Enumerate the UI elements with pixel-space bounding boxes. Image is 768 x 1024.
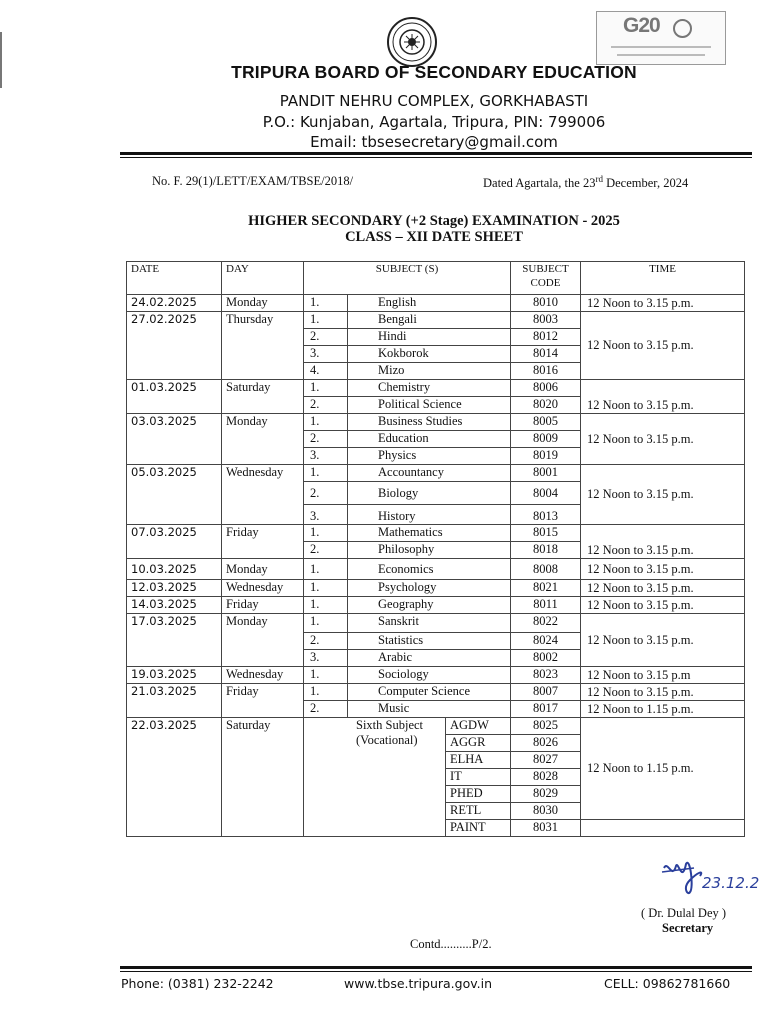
subject-name: Hindi xyxy=(348,329,511,346)
g20-logo-line xyxy=(617,54,705,56)
subject-name: Arabic xyxy=(348,650,511,667)
exam-time: 12 Noon to 3.15 p.m xyxy=(581,667,745,684)
exam-time: 12 Noon to 3.15 p.m. xyxy=(581,465,745,525)
exam-time: 12 Noon to 3.15 p.m. xyxy=(581,580,745,597)
subject-number: 2. xyxy=(304,329,348,346)
vocational-label: Sixth Subject (Vocational) xyxy=(304,718,446,837)
subject-name: Kokborok xyxy=(348,346,511,363)
subject-name: Computer Science xyxy=(348,684,511,701)
subject-number: 1. xyxy=(304,414,348,431)
subject-code: 8008 xyxy=(511,559,581,580)
subject-code: 8018 xyxy=(511,542,581,559)
subject-code: 8028 xyxy=(511,769,581,786)
subject-code: 8007 xyxy=(511,684,581,701)
exam-day: Wednesday xyxy=(222,465,304,525)
subject-number: 3. xyxy=(304,650,348,667)
signature-date: 23.12.2 xyxy=(702,874,760,892)
exam-day: Wednesday xyxy=(222,580,304,597)
subject-number: 4. xyxy=(304,363,348,380)
secretary-name: ( Dr. Dulal Dey ) xyxy=(641,906,727,920)
exam-day: Monday xyxy=(222,295,304,312)
board-seal-icon xyxy=(386,16,438,68)
subject-code: 8009 xyxy=(511,431,581,448)
subject-name: Philosophy xyxy=(348,542,511,559)
table-row xyxy=(127,718,745,735)
vocational-abbr: IT xyxy=(446,769,511,786)
subject-name: Biology xyxy=(348,482,511,505)
exam-date: 22.03.2025 xyxy=(127,718,222,837)
exam-time: 12 Noon to 3.15 p.m. xyxy=(581,312,745,380)
subject-number: 1. xyxy=(304,597,348,614)
subject-code: 8010 xyxy=(511,295,581,312)
subject-code: 8020 xyxy=(511,397,581,414)
exam-day: Saturday xyxy=(222,718,304,837)
exam-date: 07.03.2025 xyxy=(127,525,222,559)
subject-code: 8002 xyxy=(511,650,581,667)
subject-number: 1. xyxy=(304,667,348,684)
subject-number: 2. xyxy=(304,482,348,505)
exam-date: 19.03.2025 xyxy=(127,667,222,684)
footer-cell: CELL: 09862781660 xyxy=(604,976,731,991)
reference-number: No. F. 29(1)/LETT/EXAM/TBSE/2018/ xyxy=(152,174,354,188)
exam-date: 17.03.2025 xyxy=(127,614,222,667)
exam-date: 24.02.2025 xyxy=(127,295,222,312)
vocational-abbr: PAINT xyxy=(446,820,511,837)
subject-code: 8027 xyxy=(511,752,581,769)
exam-time: 12 Noon to 3.15 p.m. xyxy=(581,684,745,701)
table-row xyxy=(127,525,745,542)
header-code-1: SUBJECT xyxy=(522,263,569,275)
exam-day: Friday xyxy=(222,684,304,718)
empty-cell xyxy=(581,820,745,837)
subject-number: 3. xyxy=(304,346,348,363)
subject-name: Political Science xyxy=(348,397,511,414)
table-row xyxy=(127,597,745,614)
subject-code: 8026 xyxy=(511,735,581,752)
continued-note: Contd..........P/2. xyxy=(410,937,492,951)
subject-number: 2. xyxy=(304,633,348,650)
exam-time: 12 Noon to 3.15 p.m. xyxy=(581,614,745,667)
subject-code: 8021 xyxy=(511,580,581,597)
subject-code: 8015 xyxy=(511,525,581,542)
exam-date: 05.03.2025 xyxy=(127,465,222,525)
subject-code: 8022 xyxy=(511,614,581,633)
exam-time: 12 Noon to 3.15 p.m. xyxy=(581,295,745,312)
dated-sup: rd xyxy=(595,174,603,184)
subject-name: Geography xyxy=(348,597,511,614)
g20-logo-line xyxy=(611,46,711,48)
subject-name: Education xyxy=(348,431,511,448)
vocational-abbr: RETL xyxy=(446,803,511,820)
subject-name: English xyxy=(348,295,511,312)
subject-number: 1. xyxy=(304,525,348,542)
subject-number: 3. xyxy=(304,505,348,525)
subject-name: Music xyxy=(348,701,511,718)
g20-logo-text: G20 xyxy=(623,14,660,37)
org-name: TRIPURA BOARD OF SECONDARY EDUCATION xyxy=(231,62,637,82)
subject-code: 8016 xyxy=(511,363,581,380)
subject-code: 8023 xyxy=(511,667,581,684)
footer-divider-thin xyxy=(120,971,752,972)
subject-name: Chemistry xyxy=(348,380,511,397)
exam-day: Friday xyxy=(222,597,304,614)
exam-date: 14.03.2025 xyxy=(127,597,222,614)
subject-name: Economics xyxy=(348,559,511,580)
subject-number: 1. xyxy=(304,580,348,597)
exam-date: 03.03.2025 xyxy=(127,414,222,465)
subject-name: Mizo xyxy=(348,363,511,380)
subject-number: 2. xyxy=(304,397,348,414)
subject-code: 8019 xyxy=(511,448,581,465)
exam-day: Saturday xyxy=(222,380,304,414)
subject-number: 1. xyxy=(304,312,348,329)
subject-number: 1. xyxy=(304,295,348,312)
subject-name: History xyxy=(348,505,511,525)
exam-day: Monday xyxy=(222,559,304,580)
exam-date: 27.02.2025 xyxy=(127,312,222,380)
subject-name: Statistics xyxy=(348,633,511,650)
vocational-abbr: PHED xyxy=(446,786,511,803)
vocational-abbr: AGDW xyxy=(446,718,511,735)
vocational-abbr: ELHA xyxy=(446,752,511,769)
table-row xyxy=(127,667,745,684)
exam-date: 01.03.2025 xyxy=(127,380,222,414)
exam-time: 12 Noon to 3.15 p.m. xyxy=(581,597,745,614)
subject-name: Bengali xyxy=(348,312,511,329)
subject-code: 8014 xyxy=(511,346,581,363)
subject-number: 2. xyxy=(304,542,348,559)
exam-day: Friday xyxy=(222,525,304,559)
subject-number: 1. xyxy=(304,614,348,633)
exam-time: 12 Noon to 1.15 p.m. xyxy=(581,718,745,820)
subject-code: 8024 xyxy=(511,633,581,650)
dated-suffix: December, 2024 xyxy=(602,176,689,191)
globe-icon xyxy=(673,19,692,38)
subject-code: 8001 xyxy=(511,465,581,482)
exam-day: Monday xyxy=(222,414,304,465)
header-divider xyxy=(120,152,752,155)
address-line-1: PANDIT NEHRU COMPLEX, GORKHABASTI xyxy=(279,92,589,110)
subject-code: 8031 xyxy=(511,820,581,837)
subject-name: Psychology xyxy=(348,580,511,597)
subject-code: 8006 xyxy=(511,380,581,397)
subject-code: 8013 xyxy=(511,505,581,525)
table-row xyxy=(127,614,745,633)
exam-day: Monday xyxy=(222,614,304,667)
dated-prefix: Dated Agartala, the 23 xyxy=(483,176,596,191)
subject-code: 8029 xyxy=(511,786,581,803)
table-row xyxy=(127,580,745,597)
email-line: Email: tbsesecretary@gmail.com xyxy=(310,133,558,151)
address-line-2: P.O.: Kunjaban, Agartala, Tripura, PIN: 799006 xyxy=(262,113,606,131)
subject-name: Accountancy xyxy=(348,465,511,482)
exam-date: 21.03.2025 xyxy=(127,684,222,718)
dated-line xyxy=(483,174,688,191)
exam-date: 12.03.2025 xyxy=(127,580,222,597)
subject-name: Mathematics xyxy=(348,525,511,542)
table-row xyxy=(127,312,745,329)
table-row xyxy=(127,559,745,580)
subject-code: 8017 xyxy=(511,701,581,718)
header-subjects: SUBJECT (S) xyxy=(304,262,511,295)
date-sheet-title: CLASS – XII DATE SHEET xyxy=(345,229,523,245)
subject-code: 8011 xyxy=(511,597,581,614)
exam-time: 12 Noon to 3.15 p.m. xyxy=(581,559,745,580)
table-row xyxy=(127,465,745,482)
subject-number: 1. xyxy=(304,559,348,580)
vocational-abbr: AGGR xyxy=(446,735,511,752)
subject-number: 1. xyxy=(304,684,348,701)
signature-image xyxy=(660,858,768,898)
g20-logo xyxy=(596,11,726,65)
header-date: DATE xyxy=(127,262,222,295)
exam-title: HIGHER SECONDARY (+2 Stage) EXAMINATION - 2025 xyxy=(248,213,620,229)
subject-code: 8025 xyxy=(511,718,581,735)
exam-time: 12 Noon to 3.15 p.m. xyxy=(581,380,745,414)
date-sheet-table xyxy=(126,261,745,837)
header-code-2: CODE xyxy=(530,277,561,289)
subject-number: 2. xyxy=(304,431,348,448)
secretary-designation: Secretary xyxy=(662,921,714,935)
subject-code: 8012 xyxy=(511,329,581,346)
footer-divider xyxy=(120,966,752,969)
header-code xyxy=(511,262,581,295)
table-row xyxy=(127,295,745,312)
footer-website[interactable]: www.tbse.tripura.gov.in xyxy=(344,976,493,991)
exam-day: Thursday xyxy=(222,312,304,380)
subject-code: 8003 xyxy=(511,312,581,329)
subject-code: 8030 xyxy=(511,803,581,820)
subject-name: Business Studies xyxy=(348,414,511,431)
subject-name: Sanskrit xyxy=(348,614,511,633)
subject-name: Physics xyxy=(348,448,511,465)
table-row xyxy=(127,380,745,397)
exam-time: 12 Noon to 3.15 p.m. xyxy=(581,525,745,559)
subject-number: 1. xyxy=(304,380,348,397)
table-row xyxy=(127,684,745,701)
exam-time: 12 Noon to 1.15 p.m. xyxy=(581,701,745,718)
exam-time: 12 Noon to 3.15 p.m. xyxy=(581,414,745,465)
subject-number: 1. xyxy=(304,465,348,482)
exam-day: Wednesday xyxy=(222,667,304,684)
table-row xyxy=(127,414,745,431)
subject-code: 8005 xyxy=(511,414,581,431)
footer-phone: Phone: (0381) 232-2242 xyxy=(121,976,274,991)
table-header-row xyxy=(127,262,745,295)
subject-name: Sociology xyxy=(348,667,511,684)
subject-number: 3. xyxy=(304,448,348,465)
exam-date: 10.03.2025 xyxy=(127,559,222,580)
header-divider-thin xyxy=(120,157,752,158)
subject-number: 2. xyxy=(304,701,348,718)
header-day: DAY xyxy=(222,262,304,295)
subject-code: 8004 xyxy=(511,482,581,505)
header-time: TIME xyxy=(581,262,745,295)
